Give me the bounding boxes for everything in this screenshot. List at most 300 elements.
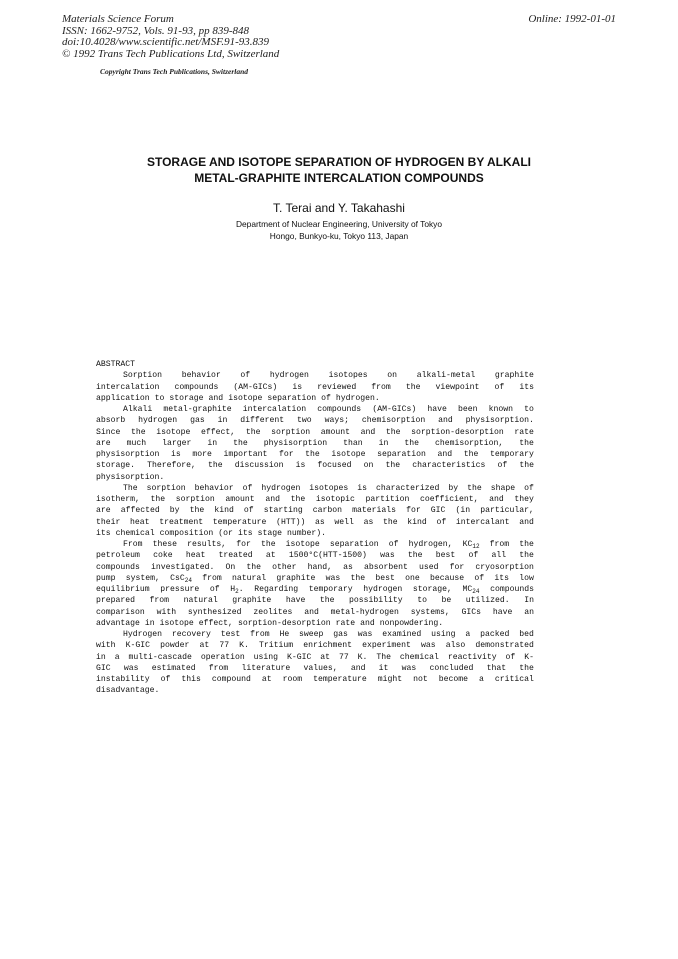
abstract-word: to [417,596,427,606]
abstract-word: comparison [96,607,145,617]
abstract-word: test [220,630,241,639]
abstract-word: was [420,641,436,651]
abstract-word: intercalant [455,517,510,527]
abstract-word: Sorption [123,371,163,381]
abstract-word: from [489,540,510,549]
abstract-word: treated [218,551,253,561]
abstract-word: of [160,675,171,684]
abstract-word: prepared [96,596,136,606]
abstract-word: powder [160,641,190,651]
abstract-word: one [405,573,420,583]
abstract-word: than [343,438,363,448]
abstract-word: (AM-GICs) [372,405,417,414]
abstract-word: physisorption [263,438,328,448]
abstract-line [96,370,534,381]
abstract-word: viewpoint [435,382,480,392]
abstract-word: a [114,652,120,662]
abstract-word: on [387,371,398,381]
abstract-word: literature [241,663,291,673]
affiliation [80,219,598,242]
abstract-line [96,652,534,663]
abstract-word: the [467,483,482,493]
abstract-word: storage, [412,585,452,594]
abstract-word: (HTT)) [276,517,306,527]
abstract-word: the [245,427,261,437]
abstract-word: reviewed [317,382,357,392]
abstract-word: storage [169,393,204,403]
abstract-word: are [96,438,111,448]
abstract-word: K. [239,641,249,651]
abstract-word: other [272,562,297,572]
abstract-word: Since [96,427,121,437]
abstract-word: the [519,551,534,561]
abstract-word: have [492,607,513,617]
abstract-word: become [438,675,469,684]
abstract-word: sorption-desorption [411,427,504,437]
abstract-word: the [407,551,423,561]
abstract-word: partition [365,495,410,504]
abstract-line [96,517,534,528]
abstract-word: The [376,652,391,662]
abstract-word: nonpowdering. [379,618,444,628]
abstract-word: pump [96,573,116,583]
abstract-line [96,562,534,573]
abstract-word: of [242,483,253,493]
abstract-word: and [437,450,453,459]
abstract-word: might [377,675,403,684]
abstract-word: discussion [234,461,284,471]
authors: T. Terai and Y. Takahashi [273,201,405,215]
affiliation-line-1: Department of Nuclear Engineering, University of Tokyo [235,219,443,229]
abstract-word: more [192,450,212,459]
abstract-word: advantage [96,618,140,628]
abstract-word: isotopes [309,483,349,493]
abstract-word: sorption-desorption [237,618,331,628]
abstract-line [96,393,534,404]
abstract-word: have [285,596,306,606]
abstract-word: coke [153,551,173,561]
abstract-word: alkali-metal [416,371,476,381]
abstract-word: the [385,427,401,437]
abstract-word: sorption [146,483,186,493]
abstract-word: Alkali [123,405,153,414]
abstract-word: (or [218,528,233,538]
abstract-word: intercalation [96,382,160,392]
abstract-word: On [225,562,236,572]
abstract-word: not [413,675,428,684]
abstract-word: possibility [349,596,403,606]
abstract-word: characteristics [412,461,486,471]
abstract-word: shape [490,483,516,493]
abstract-word: for [278,450,294,459]
abstract-word: at [199,641,210,651]
abstract-word: the [246,562,262,572]
abstract-word: isotope [228,393,263,403]
abstract-word: the [207,461,223,471]
abstract-word: temporary [308,585,353,594]
abstract-line [96,584,534,595]
abstract-word: instability [96,675,150,684]
abstract-word: zeolites [253,607,293,617]
abstract-word: pressure [160,585,200,594]
abstract-word: of [474,573,485,583]
abstract-word: at [261,675,272,684]
abstract-word: hydrogen. [335,393,380,403]
abstract-word: also [445,641,466,651]
abstract-line [96,573,534,584]
abstract-word: the [319,596,335,606]
abstract-word: characterized [376,483,440,493]
abstract-word: and [360,427,376,437]
online-date: Online: 1992-01-01 [528,13,616,25]
abstract-word: absorbent [364,562,408,572]
abstract-word: $KC_{12}$ [462,540,480,550]
abstract-word: at [320,652,331,662]
abstract-word: number). [286,528,326,538]
abstract-line [96,663,534,674]
abstract-word: separation [377,450,426,459]
abstract-word: using [431,630,456,639]
abstract-line [96,539,534,550]
abstract-line [96,438,534,449]
abstract-word: isotope [156,427,191,437]
abstract-word: in [207,438,218,448]
abstract-word: natural [231,573,267,583]
abstract-word: compounds [174,382,219,392]
abstract-line [96,674,534,685]
abstract-word: its [519,382,534,392]
abstract-word: used [419,562,439,572]
abstract-word: chemisorption [361,416,426,426]
abstract-word: hydrogen [138,416,178,426]
abstract-word: the [519,438,534,448]
abstract-word: enrichment [303,641,353,651]
abstract-word: graphite [494,371,534,381]
abstract-word: storage. [96,461,136,471]
abstract-word: it [378,663,389,673]
abstract-word: kind [214,506,234,516]
abstract-word: of [497,461,508,471]
abstract-word: recovery [171,630,211,639]
abstract-word: hand, [307,562,333,572]
issn-line: ISSN: 1662-9752, Vols. 91-93, pp 839-848 [62,24,249,37]
abstract-line [96,404,534,415]
abstract-word: with [156,607,177,617]
abstract-word: the [350,573,366,583]
abstract-word: and [360,618,375,628]
abstract-word: kind [407,517,427,527]
abstract-word: on [363,461,374,471]
abstract-word: Hydrogen [123,630,163,639]
copyright-notice: Copyright Trans Tech Publications, Switzerland [100,67,249,76]
abstract-word: of [240,371,251,381]
abstract-word: by [169,506,180,516]
abstract-word: values, [303,663,338,673]
abstract-word: the [131,427,146,437]
abstract-word: the [189,506,205,516]
abstract-word: to [154,393,165,403]
abstract-word: estimated [151,663,196,673]
abstract-word: are [96,506,111,516]
abstract-word: of [321,393,331,403]
abstract-word: is [295,461,306,471]
abstract-word: 77 [338,652,349,662]
abstract-word: of [388,540,399,549]
abstract-word: of [468,551,479,561]
abstract-word: Tritium [259,641,294,651]
title-line-1: STORAGE AND ISOTOPE SEPARATION OF HYDROGEN BY ALKALI [146,155,532,169]
abstract-word: physisorption. [465,416,534,426]
abstract-word: of [494,382,505,392]
abstract-word: bed [519,630,534,639]
abstract-word: from [250,630,270,639]
abstract-word: starting [263,506,303,516]
abstract-word: its [494,573,509,583]
abstract-word: for [449,562,465,572]
abstract-word: larger [162,438,192,448]
abstract-line [96,528,534,539]
abstract-word: ways; [324,416,349,426]
abstract-word: a [465,630,471,639]
abstract-word: was [357,630,373,639]
abstract-word: of [243,506,254,516]
abstract-word: by [448,483,459,493]
abstract-word: compounds [96,562,140,572]
abstract-word: from [208,663,229,673]
abstract-word: sorption [271,427,311,437]
abstract-word: particular, [480,506,534,516]
abstract-word: isotope [159,618,194,628]
abstract-word: carbon [312,506,343,516]
abstract-word: in [144,618,155,628]
abstract-word: coefficient, [420,495,479,504]
abstract-word: the [519,663,534,673]
abstract-word: chemical [399,652,439,662]
abstract-word: two [297,416,312,426]
header-citation [62,14,279,60]
abstract-word: system, [125,573,160,583]
abstract-word: at [265,551,276,561]
abstract-word: and [304,607,319,617]
abstract-word: and [208,393,224,403]
abstract-line [96,505,534,516]
abstract-word: known [488,405,513,414]
title-line-2: METAL-GRAPHITE INTERCALATION COMPOUNDS [194,171,484,185]
abstract-word: was [325,573,341,583]
paper-title [80,154,598,186]
abstract-line [96,685,534,696]
abstract-word: important [223,450,268,459]
abstract-line [96,460,534,471]
abstract-word: GIC [96,663,111,673]
abstract-word: all [491,551,507,561]
abstract-word: 77 [219,641,230,651]
abstract-word: room [282,675,303,684]
abstract-word: of [524,483,534,493]
abstract-word: its [96,528,111,538]
abstract-line [96,382,534,393]
abstract-word: with [96,641,116,651]
abstract-word: this [181,675,201,684]
abstract-word: heat [130,517,150,527]
abstract-word: From [123,540,143,549]
abstract-line [96,494,534,505]
abstract-word: was [123,663,139,673]
abstract-line [96,595,534,606]
abstract-word: $H_2$. [230,585,244,595]
abstract-word: demonstrated [475,641,534,651]
abstract-word: the [260,540,276,549]
abstract-word: temporary [489,450,534,459]
abstract-word: chemisorption, [435,438,504,448]
abstract-word: utilized. [465,596,510,606]
abstract-word: compounds [490,585,534,594]
abstract-word: of [436,517,447,527]
abstract-word: results, [187,540,227,549]
affiliation-line-2: Hongo, Bunkyo-ku, Tokyo 113, Japan [269,230,409,241]
abstract-word: best [435,551,456,561]
abstract-word: petroleum [96,551,140,561]
abstract-word: rate [335,618,356,628]
abstract-word: of [209,585,220,594]
abstract-word: cryosorption [475,562,534,572]
abstract-word: these [152,540,177,549]
abstract-word: separation [329,540,379,549]
abstract-word: from [149,596,170,606]
abstract-word: much [126,438,147,448]
abstract-word: in [378,438,389,448]
abstract-word: that [486,663,507,673]
abstract-word: treatment [159,517,204,527]
abstract-word: natural [183,596,218,606]
abstract-word: gas [190,416,205,426]
abstract-word: In [524,596,534,606]
abstract-word: synthesized [187,607,242,617]
abstract-word: an [524,607,534,617]
abstract-word: systems, [410,607,450,617]
abstract-word: was [401,663,417,673]
abstract-word: affected [120,506,160,516]
abstract-word: its [237,528,253,538]
abstract-line [96,415,534,426]
abstract-heading: ABSTRACT [96,360,136,369]
abstract-word: because [429,573,465,583]
abstract-word: disadvantage. [96,686,160,696]
abstract-word: the [463,450,479,459]
abstract-word: the [405,382,421,392]
abstract-word: effect, [198,618,233,628]
abstract-word: multi-cascade [128,652,192,662]
abstract-word: from [371,382,391,392]
abstract-word: as [343,562,353,572]
abstract-word: packed [480,630,510,639]
abstract-word: chemical [115,528,155,538]
abstract-word: reactivity [447,652,497,662]
abstract [96,359,534,697]
abstract-word: rate [514,427,534,437]
abstract-word: behavior [194,483,234,493]
abstract-word: equilibrium [96,585,150,594]
abstract-word: The [123,483,138,493]
abstract-word: Regarding [254,585,299,594]
abstract-word: their [96,517,121,527]
abstract-word: examined [382,630,422,639]
doi-line[interactable]: doi:10.4028/www.scientific.net/MSF.91-93.839 [62,36,270,48]
abstract-word: is [170,450,181,459]
abstract-line [96,483,534,494]
abstract-word: operation [200,652,245,662]
abstract-word: isotherm, [96,495,140,504]
abstract-word: composition [159,528,214,538]
abstract-word: be [441,596,452,606]
abstract-word: concluded [429,663,474,673]
abstract-word: gas [333,630,348,639]
abstract-line [96,472,534,483]
abstract-word: using [253,652,279,662]
abstract-word: heat [185,551,206,561]
abstract-word: metal-hydrogen [330,607,399,617]
abstract-line [96,550,534,561]
abstract-word: they [514,495,534,504]
abstract-word: CsC$_{24}$ [170,573,192,584]
abstract-word: from [202,573,222,583]
abstract-word: isotopic [315,495,355,504]
abstract-word: in [96,652,106,662]
abstract-word: the [150,495,166,504]
abstract-word: focused [317,461,352,471]
abstract-word: sorption [175,495,215,504]
abstract-word: effect, [201,427,236,437]
abstract-word: hydrogen [363,585,403,594]
abstract-word: isotopes [328,371,368,381]
abstract-word: best [375,573,395,583]
publisher-line: © 1992 Trans Tech Publications Ltd, Switzerland [62,47,280,60]
abstract-word: low [519,573,534,583]
abstract-word: (AM-GICs) [233,382,278,392]
abstract-word: amount [225,495,255,504]
abstract-word: compound [211,675,251,684]
abstract-word: physisorption. [96,472,165,482]
abstract-word: and [519,517,534,527]
abstract-body [96,370,534,696]
abstract-word: compounds [317,405,362,414]
abstract-word: hydrogen [261,483,301,493]
abstract-word: the [290,495,306,504]
abstract-word: GIC [430,506,446,516]
abstract-word: and [350,663,366,673]
abstract-word: and [265,495,280,504]
abstract-word: investigated. [151,562,215,572]
abstract-line [96,607,534,618]
abstract-word: K- [524,652,534,662]
abstract-word: absorb [96,416,126,426]
abstract-word: for [236,540,251,549]
abstract-word: graphite [232,596,272,606]
abstract-word: intercalation [242,405,307,414]
abstract-word: for [406,506,421,516]
abstract-word: and [489,495,504,504]
abstract-line [96,640,534,651]
abstract-word: metal-graphite [163,405,232,414]
abstract-word: application [96,393,150,403]
abstract-word: separation [267,393,317,403]
abstract-word: as [363,517,374,527]
abstract-word: K-GIC [125,641,150,651]
abstract-word: and [438,416,453,426]
abstract-word: of [505,652,516,662]
abstract-word: materials [352,506,397,516]
abstract-word: isotope [331,450,366,459]
